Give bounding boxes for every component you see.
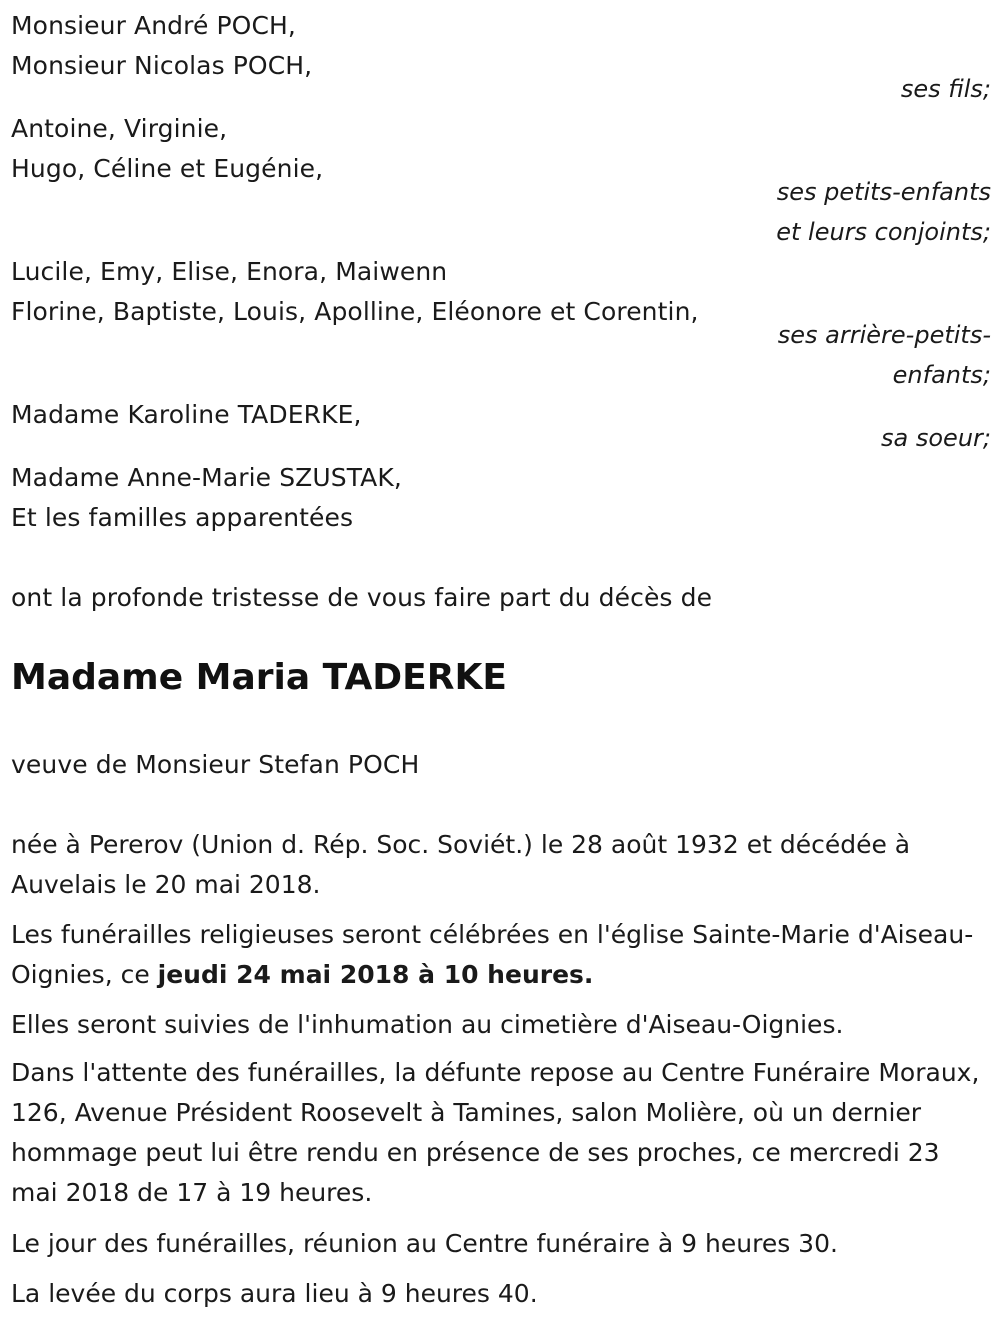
grandchildren-relation: ses petits-enfants [776, 178, 991, 206]
great-grandchildren-names: Lucile, Emy, Elise, Enora, Maiwenn [11, 257, 448, 286]
son-name: Monsieur André POCH, [11, 11, 296, 40]
great-grandchildren-relation: ses arrière-petits- [777, 321, 991, 349]
funeral-date: jeudi 24 mai 2018 à 10 heures. [157, 960, 594, 989]
funeral-text [11, 915, 986, 995]
funeral-intro: Les funérailles religieuses seront célébrées en l'église Sainte-Marie d'Aiseau-Oignies, ce [11, 920, 974, 989]
announcement-text: ont la profonde tristesse de vous faire part du décès de [11, 583, 713, 612]
great-grandchildren-relation: enfants; [892, 361, 991, 389]
son-name: Monsieur Nicolas POCH, [11, 51, 313, 80]
widow-of: veuve de Monsieur Stefan POCH [11, 750, 420, 779]
burial-text: Elles seront suivies de l'inhumation au cimetière d'Aiseau-Oignies. [11, 1010, 844, 1039]
meeting-text: Le jour des funérailles, réunion au Centre funéraire à 9 heures 30. [11, 1229, 838, 1258]
departure-text: La levée du corps aura lieu à 9 heures 40. [11, 1279, 538, 1308]
grandchildren-names: Antoine, Virginie, [11, 114, 228, 143]
deceased-name: Madame Maria TADERKE [11, 657, 507, 698]
sister-relation: sa soeur; [881, 424, 991, 452]
other-family-name: Madame Anne-Marie SZUSTAK, [11, 463, 402, 492]
sons-relation: ses fils; [900, 75, 991, 103]
sister-name: Madame Karoline TADERKE, [11, 400, 362, 429]
great-grandchildren-names: Florine, Baptiste, Louis, Apolline, Eléonore et Corentin, [11, 297, 699, 326]
visitation-text: Dans l'attente des funérailles, la défunte repose au Centre Funéraire Moraux, 126, Avenue Président Roosevelt à Tamines, salon Molière, où un dernier hommage peut lui être rendu en présence de ses proches, ce mercredi 23 mai 2018 de 17 à 19 heures. [11, 1058, 980, 1207]
grandchildren-names: Hugo, Céline et Eugénie, [11, 154, 324, 183]
grandchildren-relation: et leurs conjoints; [776, 218, 991, 246]
birth-death-text: née à Pererov (Union d. Rép. Soc. Soviét.) le 28 août 1932 et décédée à Auvelais le 20 mai 2018. [11, 830, 911, 899]
other-family-name: Et les familles apparentées [11, 503, 354, 532]
